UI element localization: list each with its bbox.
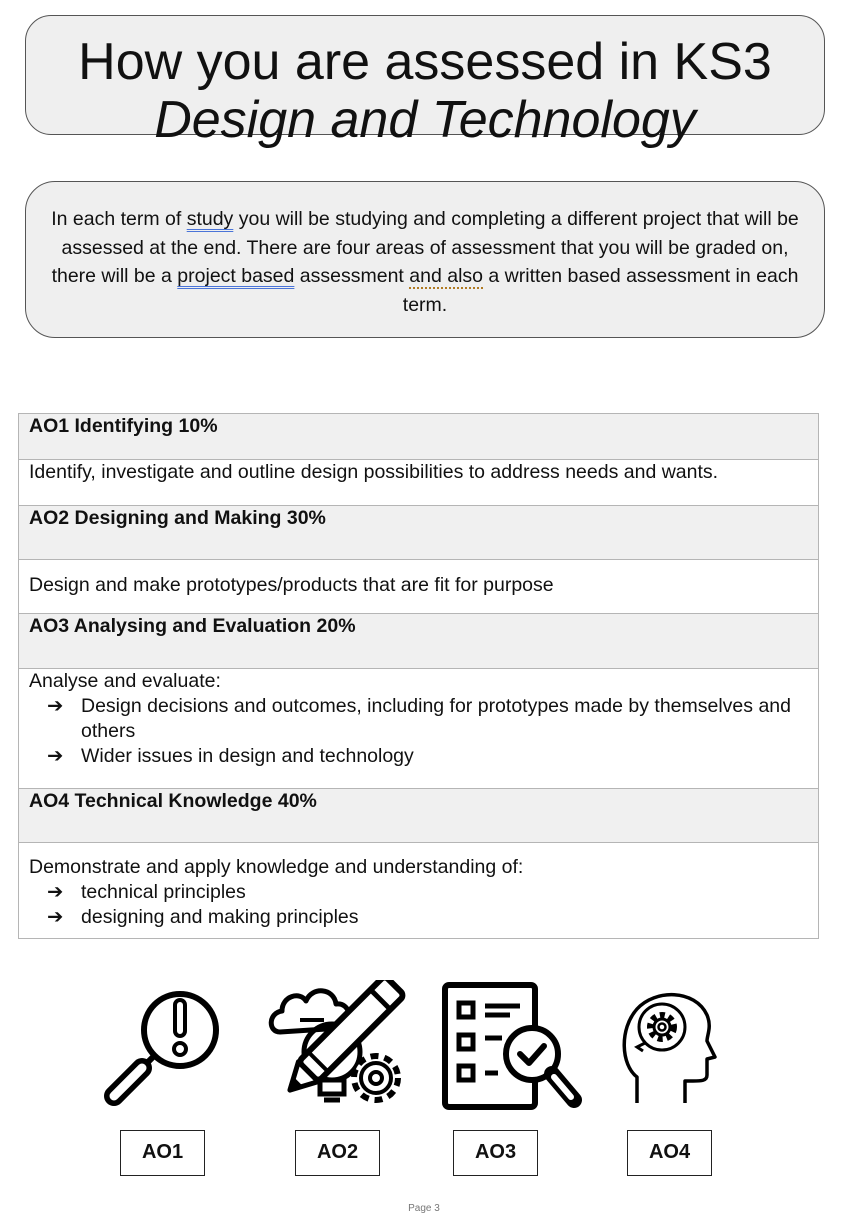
page-title: How you are assessed in KS3 <box>78 33 772 91</box>
ao3-heading: AO3 Analysing and Evaluation 20% <box>19 614 819 669</box>
ao4-label: AO4 <box>627 1130 712 1176</box>
title-box <box>25 15 825 149</box>
list-item <box>29 880 808 905</box>
list-item <box>29 905 808 930</box>
ao1-label: AO1 <box>120 1130 205 1176</box>
ao1-heading: AO1 Identifying 10% <box>19 414 819 460</box>
grammar-flag-study[interactable]: study <box>186 208 234 230</box>
intro-text-part: you will be studying and completing a different project that will be assessed at the end. There are four areas of assessment that you will be graded on, there will be a <box>51 208 799 287</box>
list-item <box>29 744 808 769</box>
ao4-heading: AO4 Technical Knowledge 40% <box>19 789 819 843</box>
ao4-description <box>19 843 819 939</box>
style-flag-and-also[interactable]: and also <box>409 265 483 287</box>
ao3-bullet-2: Wider issues in design and technology <box>81 745 414 767</box>
arrow-icon: ➔ <box>47 906 64 928</box>
ao3-bullet-1: Design decisions and outcomes, including for prototypes made by themselves and others <box>81 695 791 742</box>
checklist-inspection-icon <box>440 980 585 1115</box>
ao2-description: Design and make prototypes/products that are fit for purpose <box>19 560 819 614</box>
intro-text-part: a written based assessment in each term. <box>402 265 799 316</box>
intro-text-part: assessment <box>294 265 410 287</box>
arrow-icon: ➔ <box>47 695 64 717</box>
ao2-heading: AO2 Designing and Making 30% <box>19 506 819 560</box>
ao1-description: Identify, investigate and outline design possibilities to address needs and wants. <box>19 460 819 506</box>
intro-text-part: In each term of <box>51 208 187 230</box>
intro-paragraph <box>44 205 806 319</box>
grammar-flag-project-based[interactable]: project based <box>177 265 295 287</box>
ao3-description <box>19 669 819 789</box>
list-item <box>29 694 808 744</box>
creative-design-icon <box>266 980 411 1120</box>
intro-box <box>25 181 825 338</box>
ao4-bullet-2: designing and making principles <box>81 906 359 928</box>
assessment-table <box>18 413 819 939</box>
page-number: Page 3 <box>408 1203 440 1214</box>
ao3-intro: Analyse and evaluate: <box>29 670 221 692</box>
ao2-label: AO2 <box>295 1130 380 1176</box>
arrow-icon: ➔ <box>47 881 64 903</box>
page-subtitle: Design and Technology <box>154 91 696 149</box>
head-gear-icon <box>615 985 725 1110</box>
magnifier-exclamation-icon <box>100 985 225 1110</box>
ao4-bullet-1: technical principles <box>81 881 246 903</box>
ao3-label: AO3 <box>453 1130 538 1176</box>
ao4-intro: Demonstrate and apply knowledge and understanding of: <box>29 856 524 878</box>
arrow-icon: ➔ <box>47 745 64 767</box>
